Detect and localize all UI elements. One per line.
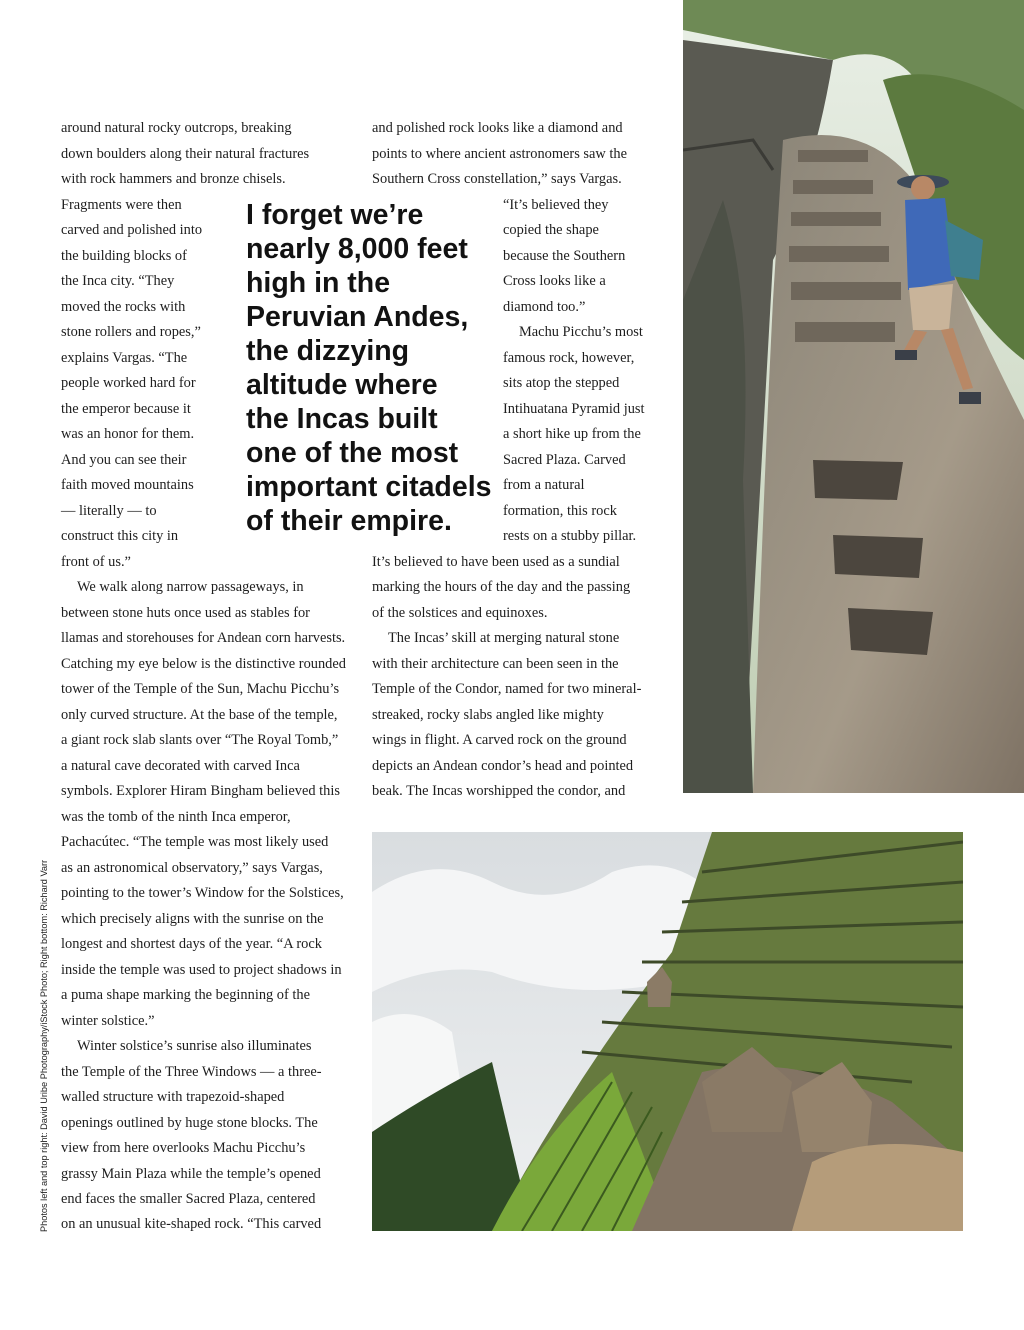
body-line: depicts an Andean condor’s head and pointed [372, 758, 634, 774]
terraces-photo [372, 832, 963, 1231]
body-line: grassy Main Plaza while the temple’s opened [61, 1166, 321, 1182]
body-line: Machu Picchu’s most [519, 324, 643, 340]
body-line: Catching my eye below is the distinctive rounded [61, 656, 346, 672]
body-line: tower of the Temple of the Sun, Machu Picchu’s [61, 681, 340, 697]
photo-illustration [372, 832, 963, 1231]
pull-quote-line: I forget we’re [246, 199, 424, 231]
body-line: Temple of the Condor, named for two mineral- [372, 681, 642, 697]
body-line: carved and polished into [61, 222, 203, 238]
body-line: the building blocks of [61, 248, 187, 264]
pull-quote-line: the Incas built [246, 403, 438, 435]
photo-illustration [683, 0, 1024, 793]
body-line: longest and shortest days of the year. “A rock [61, 936, 322, 952]
body-line: with rock hammers and bronze chisels. [61, 171, 286, 187]
body-line: faith moved mountains [61, 477, 194, 493]
body-line: Southern Cross constellation,” says Vargas. [372, 171, 622, 187]
body-line: Cross looks like a [503, 273, 606, 289]
body-line: walled structure with trapezoid-shaped [61, 1089, 285, 1105]
body-line: construct this city in [61, 528, 179, 544]
body-line: We walk along narrow passageways, in [77, 579, 304, 595]
body-line: a natural cave decorated with carved Inca [61, 758, 300, 774]
body-line: winter solstice.” [61, 1013, 155, 1029]
body-line: stone rollers and ropes,” [61, 324, 201, 340]
body-line: Fragments were then [61, 197, 182, 213]
pull-quote-line: one of the most [246, 437, 459, 469]
body-line: pointing to the tower’s Window for the Solstices, [61, 885, 344, 901]
body-line: sits atop the stepped [503, 375, 620, 391]
body-line: inside the temple was used to project shadows in [61, 962, 342, 978]
pull-quote [246, 198, 496, 538]
body-line: openings outlined by huge stone blocks. The [61, 1115, 318, 1131]
body-line: Winter solstice’s sunrise also illuminates [77, 1038, 312, 1054]
body-line: on an unusual kite-shaped rock. “This carved [61, 1216, 322, 1232]
body-line: a puma shape marking the beginning of the [61, 987, 310, 1003]
body-line: streaked, rocky slabs angled like mighty [372, 707, 604, 723]
body-line: around natural rocky outcrops, breaking [61, 120, 292, 136]
body-line: copied the shape [503, 222, 599, 238]
body-line: was the tomb of the ninth Inca emperor, [61, 809, 291, 825]
body-line: only curved structure. At the base of the temple, [61, 707, 338, 723]
body-line: a giant rock slab slants over “The Royal Tomb,” [61, 732, 339, 748]
body-line: The Incas’ skill at merging natural stone [388, 630, 620, 646]
body-line: people worked hard for [61, 375, 196, 391]
body-line: symbols. Explorer Hiram Bingham believed this [61, 783, 340, 799]
body-line: between stone huts once used as stables for [61, 605, 310, 621]
body-line: a short hike up from the [503, 426, 641, 442]
pull-quote-line: Peruvian Andes, [246, 301, 469, 333]
pull-quote-line: altitude where [246, 369, 438, 401]
body-line: which precisely aligns with the sunrise on the [61, 911, 324, 927]
body-line: It’s believed to have been used as a sundial [372, 554, 620, 570]
body-line: moved the rocks with [61, 299, 186, 315]
body-line: and polished rock looks like a diamond and [372, 120, 623, 136]
body-line: diamond too.” [503, 299, 586, 315]
body-line: view from here overlooks Machu Picchu’s [61, 1140, 306, 1156]
body-line: wings in flight. A carved rock on the ground [372, 732, 627, 748]
pull-quote-line: the dizzying [246, 335, 410, 367]
body-line: And you can see their [61, 452, 187, 468]
body-line: because the Southern [503, 248, 626, 264]
body-line: the Inca city. “They [61, 273, 175, 289]
body-line: points to where ancient astronomers saw the [372, 146, 627, 162]
pull-quote-line: high in the [246, 267, 391, 299]
body-line: — literally — to [61, 503, 157, 519]
body-line: Pachacútec. “The temple was most likely used [61, 834, 329, 850]
body-line: end faces the smaller Sacred Plaza, centered [61, 1191, 316, 1207]
body-line: llamas and storehouses for Andean corn harvests. [61, 630, 346, 646]
body-line: with their architecture can been seen in the [372, 656, 619, 672]
body-line: beak. The Incas worshipped the condor, and [372, 783, 626, 799]
pull-quote-line: of their empire. [246, 505, 452, 537]
body-line: Intihuatana Pyramid just [503, 401, 645, 417]
body-line: the Temple of the Three Windows — a three- [61, 1064, 322, 1080]
body-line: of the solstices and equinoxes. [372, 605, 548, 621]
body-line: marking the hours of the day and the passing [372, 579, 631, 595]
pull-quote-line: nearly 8,000 feet [246, 233, 468, 265]
body-line: front of us.” [61, 554, 131, 570]
body-line: “It’s believed they [503, 197, 609, 213]
body-line: formation, this rock [503, 503, 617, 519]
hiker-stairway-photo [683, 0, 1024, 793]
body-line: the emperor because it [61, 401, 191, 417]
body-line: was an honor for them. [61, 426, 195, 442]
body-line: from a natural [503, 477, 585, 493]
body-line: as an astronomical observatory,” says Vargas, [61, 860, 323, 876]
body-line: explains Vargas. “The [61, 350, 188, 366]
photo-credit: Photos left and top right: David Uribe Photography/iStock Photo; Right bottom: Richard Varr [39, 859, 49, 1232]
body-line: rests on a stubby pillar. [503, 528, 637, 544]
body-line: down boulders along their natural fractures [61, 146, 310, 162]
body-line: famous rock, however, [503, 350, 635, 366]
body-line: Sacred Plaza. Carved [503, 452, 626, 468]
pull-quote-line: important citadels [246, 471, 492, 503]
